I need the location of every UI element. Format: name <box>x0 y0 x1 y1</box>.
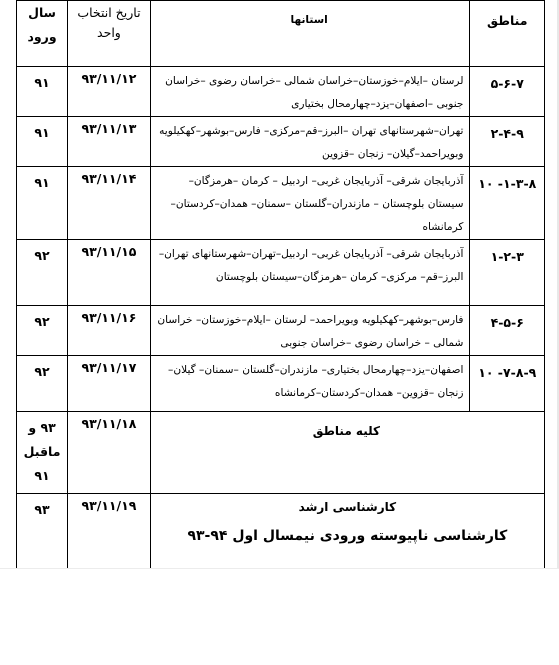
year-cell: ۹۳ و ماقبل ۹۱ <box>17 412 68 494</box>
provinces-cell: آذربایجان شرقی– آذربایجان غربی– اردبیل – کرمان –هرمزگان–سیستان بلوچستان – مازندران–گلستان –سمنان– همدان–کردستان–کرمانشاه <box>150 167 470 240</box>
table-header-row <box>17 1 545 67</box>
table-row <box>17 117 545 167</box>
date-cell: ۹۳/۱۱/۱۸ <box>68 412 151 494</box>
year-cell: ۹۳ <box>17 494 68 582</box>
provinces-cell: فارس–بوشهر–کهکیلویه وبویراحمد– لرستان –ایلام–خوزستان– خراسان شمالی – خراسان رضوی –خراسان جنوبی <box>150 306 470 356</box>
region-cell: ۵-۶-۷ <box>470 67 545 117</box>
masters-subtitle: کارشناسی ناپیوسته ورودی نیمسال اول ۹۴-۹۳ <box>187 528 508 544</box>
year-cell: ۹۱ <box>17 67 68 117</box>
masters-title: کارشناسی ارشد <box>298 500 397 514</box>
year-cell: ۹۲ <box>17 356 68 412</box>
header-provinces: استانها <box>150 1 470 67</box>
provinces-cell: آذربایجان شرقی– آذربایجان غربی– اردبیل–تهران–شهرستانهای تهران–البرز–قم– مرکزی– کرمان –هرمزگان–سیستان بلوچستان <box>150 240 470 306</box>
region-cell: ۷-۸-۹- ۱۰ <box>470 356 545 412</box>
region-cell: ۱-۳-۸- ۱۰ <box>470 167 545 240</box>
provinces-cell: تهران–شهرستانهای تهران –البرز–قم–مرکزی– فارس–بوشهر–کهکیلویه وبویراحمد–گیلان– زنجان –قزوین <box>150 117 470 167</box>
table-row <box>17 167 545 240</box>
all-regions-cell: کلیه مناطق <box>150 412 544 494</box>
provinces-cell: اصفهان–یزد–چهارمحال بختیاری– مازندران–گلستان –سمنان– گیلان– زنجان –قزوین– همدان–کردستان–کرمانشاه <box>150 356 470 412</box>
date-cell: ۹۳/۱۱/۱۹ <box>68 494 151 582</box>
registration-schedule-table <box>16 0 545 582</box>
date-cell: ۹۳/۱۱/۱۲ <box>68 67 151 117</box>
header-date: تاریخ انتخاب واحد <box>68 1 151 67</box>
year-cell: ۹۲ <box>17 306 68 356</box>
region-cell: ۲-۴-۹ <box>470 117 545 167</box>
year-cell: ۹۱ <box>17 117 68 167</box>
date-cell: ۹۳/۱۱/۱۷ <box>68 356 151 412</box>
header-region: مناطق <box>470 1 545 67</box>
blank-area <box>0 568 559 665</box>
table-row <box>17 240 545 306</box>
region-cell: ۱-۲-۳ <box>470 240 545 306</box>
date-cell: ۹۳/۱۱/۱۳ <box>68 117 151 167</box>
provinces-cell: لرستان –ایلام–خوزستان–خراسان شمالی –خراسان رضوی –خراسان جنوبی –اصفهان–یزد–چهارمحال بختیاری <box>150 67 470 117</box>
year-cell: ۹۱ <box>17 167 68 240</box>
table-row <box>17 67 545 117</box>
date-cell: ۹۳/۱۱/۱۴ <box>68 167 151 240</box>
header-year: سال ورود <box>17 1 68 67</box>
year-cell: ۹۲ <box>17 240 68 306</box>
region-cell: ۴-۵-۶ <box>470 306 545 356</box>
date-cell: ۹۳/۱۱/۱۵ <box>68 240 151 306</box>
date-cell: ۹۳/۱۱/۱۶ <box>68 306 151 356</box>
table-row <box>17 306 545 356</box>
table-row <box>17 412 545 494</box>
table-row <box>17 356 545 412</box>
